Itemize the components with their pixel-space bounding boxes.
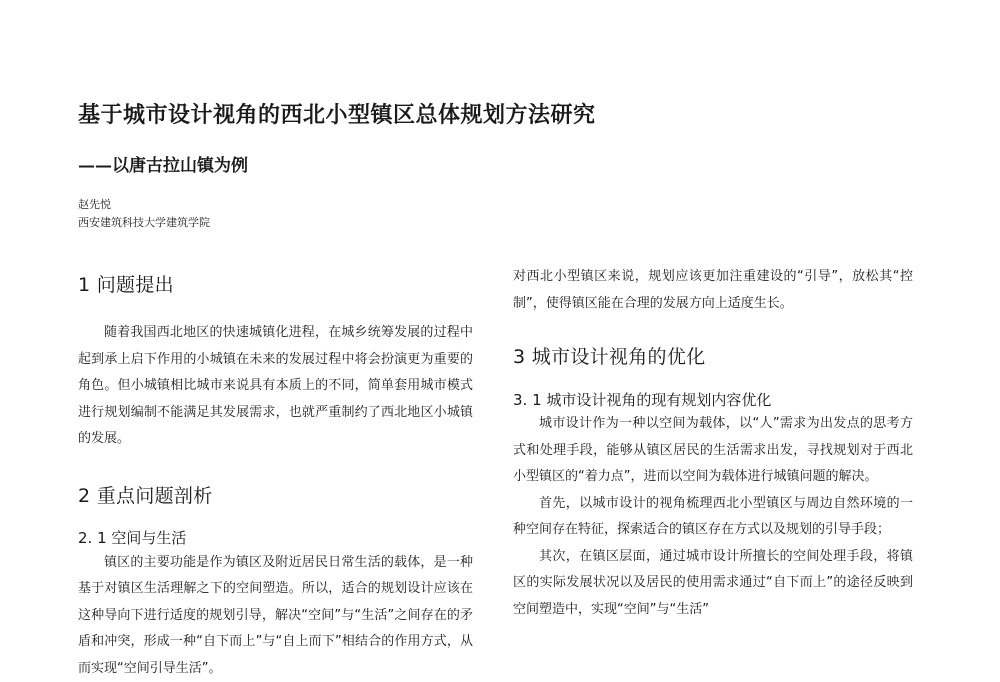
section-3-heading: 3 城市设计视角的优化 bbox=[513, 342, 913, 369]
section-1-heading: 1 问题提出 bbox=[78, 270, 473, 297]
section-3-1-paragraph-1: 城市设计作为一种以空间为载体，以“人”需求为出发点的思考方式和处理手段，能够从镇区居民的生活需求出发，寻找规划对于西北小型镇区的“着力点”，进而以空间为载体进行城镇问题的解决。 bbox=[513, 411, 913, 491]
paper-subtitle: ——以唐古拉山镇为例 bbox=[78, 151, 248, 176]
left-column bbox=[78, 270, 473, 682]
paper-title: 基于城市设计视角的西北小型镇区总体规划方法研究 bbox=[78, 98, 596, 129]
section-2-1-paragraph: 镇区的主要功能是作为镇区及附近居民日常生活的载体，是一种基于对镇区生活理解之下的空间塑造。所以，适合的规划设计应该在这种导向下进行适度的规划引导，解决“空间”与“生活”之间存在的矛盾和冲突，形成一种“自下而上”与“自上而下”相结合的作用方式，从而实现“空间引导生活”。 bbox=[78, 550, 473, 682]
author-name: 赵先悦 bbox=[78, 196, 210, 214]
section-3-1-paragraph-2: 首先，以城市设计的视角梳理西北小型镇区与周边自然环境的一种空间存在特征，探索适合的镇区存在方式以及规划的引导手段； bbox=[513, 491, 913, 544]
continued-paragraph: 对西北小型镇区来说，规划应该更加注重建设的“引导”，放松其“控制”，使得镇区能在合理的发展方向上适度生长。 bbox=[513, 264, 913, 317]
section-2-1-heading: 2. 1 空间与生活 bbox=[78, 527, 473, 548]
section-1-paragraph: 随着我国西北地区的快速城镇化进程，在城乡统筹发展的过程中起到承上启下作用的小城镇在未来的发展过程中将会扮演更为重要的角色。但小城镇相比城市来说具有本质上的不同，简单套用城市模式进行规划编制不能满足其发展需求，也就严重制约了西北地区小城镇的发展。 bbox=[78, 320, 473, 453]
section-3-1-paragraph-3: 其次，在镇区层面，通过城市设计所擅长的空间处理手段，将镇区的实际发展状况以及居民的使用需求通过“自下而上”的途径反映到空间塑造中，实现“空间”与“生活” bbox=[513, 544, 913, 624]
author-affiliation: 西安建筑科技大学建筑学院 bbox=[78, 214, 210, 232]
section-3-1-heading: 3. 1 城市设计视角的现有规划内容优化 bbox=[513, 389, 913, 410]
right-column bbox=[513, 264, 913, 623]
author-block bbox=[78, 196, 210, 232]
section-2-heading: 2 重点问题剖析 bbox=[78, 481, 473, 508]
